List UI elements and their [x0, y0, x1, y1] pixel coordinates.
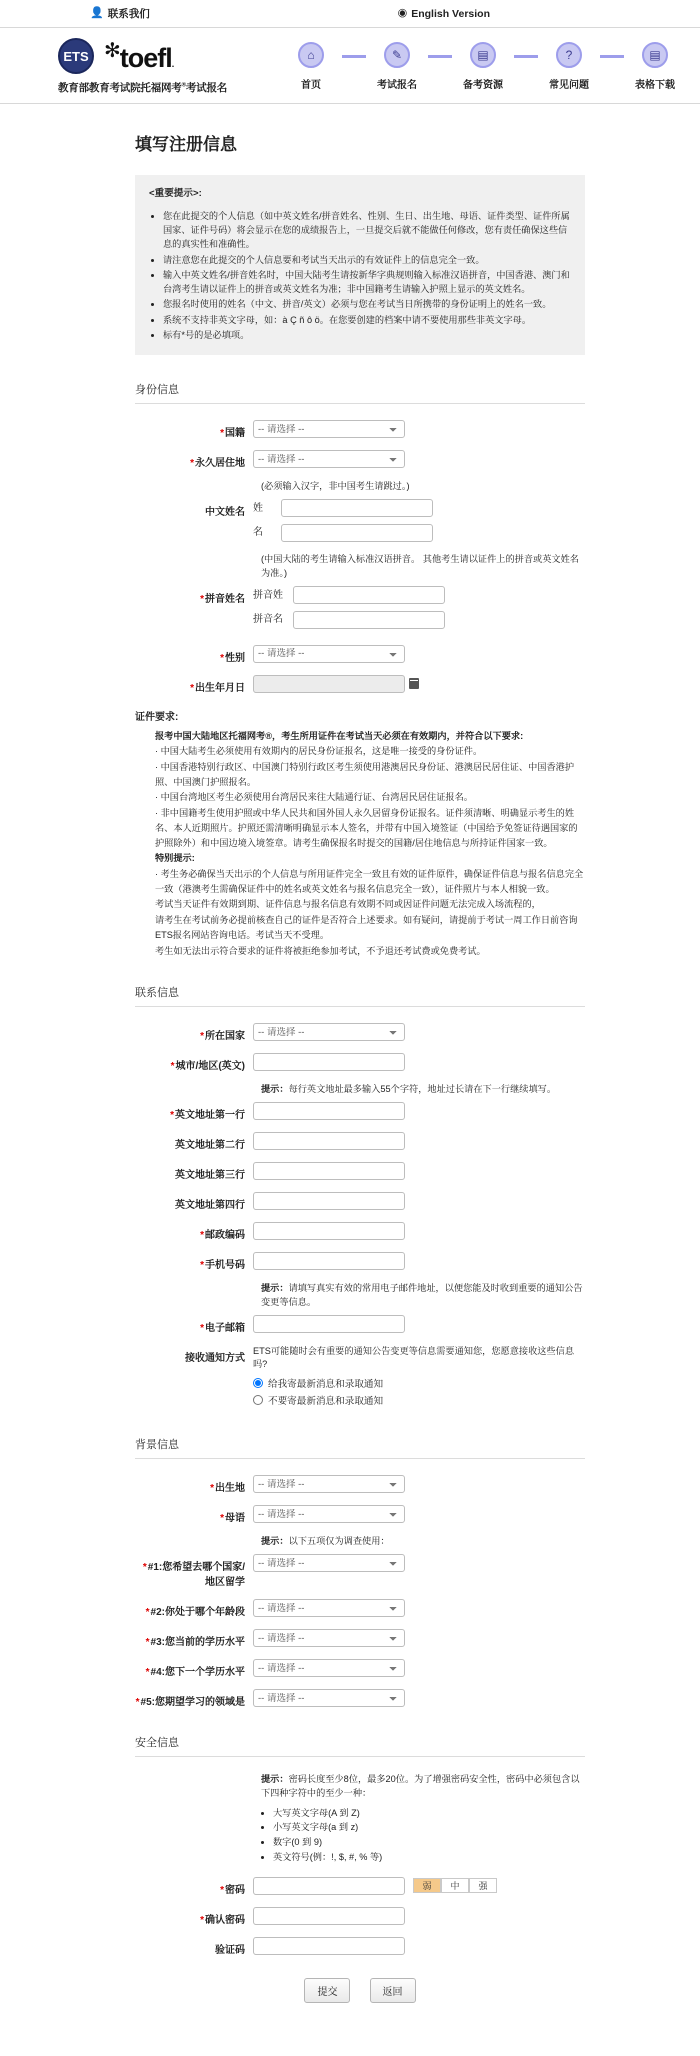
pinyin-surname-input[interactable]	[293, 586, 445, 604]
chinese-given-input[interactable]	[281, 524, 433, 542]
notify-option-no[interactable]	[253, 1393, 585, 1407]
label-birthdate-text: 出生年月日	[195, 682, 245, 694]
pinyin-name-note: (中国大陆的考生请输入标准汉语拼音。 其他考生请以证件上的拼音或英文姓名为准。)	[261, 553, 579, 578]
password-hint-body: 密码长度至少8位，最多20位。为了增强密码安全性，密码中必须包含以下四种字符中的至少一种：	[261, 1774, 580, 1798]
q3-select[interactable]	[253, 1629, 405, 1647]
field-row-notify	[135, 1345, 585, 1411]
password-input[interactable]	[253, 1877, 405, 1895]
nav-label-downloads: 表格下载	[635, 80, 675, 91]
brand-subtitle	[58, 80, 270, 95]
required-marker: *	[200, 1322, 204, 1334]
field-row-country	[135, 1023, 585, 1042]
home-icon-glyph: ⌂	[307, 48, 315, 62]
nav-label-resources: 备考资源	[463, 80, 503, 91]
notify-label-no: 不要寄最新消息和录取通知	[268, 1396, 384, 1408]
label-native-language-text: 母语	[225, 1513, 245, 1525]
pencil-icon-glyph: ✎	[391, 48, 403, 62]
nav-label-faq: 常见问题	[549, 80, 589, 91]
label-notify: 接收通知方式	[185, 1352, 245, 1364]
document-icon	[642, 42, 668, 68]
q5-select[interactable]	[253, 1689, 405, 1707]
doc-req-special-line: 考生如无法出示符合要求的证件将被拒绝参加考试，不予退还考试费或免费考试。	[155, 945, 486, 956]
submit-button[interactable]: 提交	[304, 1978, 350, 2003]
survey-hint-prefix: 提示：	[261, 1536, 289, 1547]
utility-bar	[0, 0, 700, 28]
required-marker: *	[200, 1914, 204, 1926]
doc-req-line: · 中国大陆考生必须使用有效期内的居民身份证报名，这是唯一接受的身份证件。	[155, 746, 483, 757]
doc-req-line: · 非中国籍考生使用护照或中华人民共和国外国人永久居留身份证报名。证件须清晰、明确显示考生的姓名、本人近期照片。护照还需清晰明确显示本人签名，并带有中国入境签证（中国给予免签证待遇国家的护照除外）和中国边境入境签章。请考生确保报名时提交的国籍/居住地信息与所持证件国家一致。	[155, 808, 578, 848]
email-input[interactable]	[253, 1315, 405, 1333]
email-hint-prefix: 提示：	[261, 1283, 289, 1294]
label-nationality	[135, 420, 253, 439]
label-q1	[135, 1554, 253, 1588]
label-q4	[135, 1659, 253, 1678]
required-marker: *	[145, 1667, 150, 1679]
section-title-background: 背景信息	[135, 1439, 179, 1452]
label-q5-text: #5:您期望学习的领域是	[140, 1697, 245, 1709]
native-language-select[interactable]	[253, 1505, 405, 1523]
label-mobile-text: 手机号码	[205, 1260, 245, 1272]
password-strength-meter	[413, 1878, 497, 1893]
required-marker: *	[145, 1607, 150, 1619]
nav-label-home: 首页	[301, 80, 321, 91]
divider	[135, 1458, 585, 1459]
contact-us-link[interactable]	[90, 6, 150, 21]
home-icon	[298, 42, 324, 68]
english-version-label: English Version	[411, 7, 490, 20]
label-email-text: 电子邮箱	[205, 1322, 245, 1334]
city-input[interactable]	[253, 1053, 405, 1071]
label-residence-text: 永久居住地	[195, 458, 245, 470]
logo-reg: .	[171, 59, 174, 69]
label-birthplace-text: 出生地	[215, 1483, 245, 1495]
doc-req-line: · 中国香港特别行政区、中国澳门特别行政区考生须使用港澳居民身份证、港澳居民居住证、中国香港护照、中国澳门护照报名。	[155, 761, 575, 787]
label-email	[135, 1315, 253, 1334]
mobile-input[interactable]	[253, 1252, 405, 1270]
field-row-mobile	[135, 1252, 585, 1271]
notice-item: • 您报名时使用的姓名（中文、拼音/英文）必须与您在考试当日所携带的身份证明上的姓名一致。	[163, 297, 571, 311]
strength-medium: 中	[441, 1878, 469, 1893]
label-q3-text: #3:您当前的学历水平	[150, 1637, 245, 1649]
label-q5	[135, 1689, 253, 1708]
password-hint	[261, 1773, 585, 1801]
notify-option-yes[interactable]	[253, 1376, 585, 1390]
required-marker: *	[210, 1483, 214, 1495]
label-mobile	[135, 1252, 253, 1271]
address1-input[interactable]	[253, 1102, 405, 1120]
address-hint	[261, 1083, 585, 1097]
site-header	[0, 28, 700, 104]
field-row-residence	[135, 450, 585, 469]
field-row-q2	[135, 1599, 585, 1618]
field-row-birthplace	[135, 1475, 585, 1494]
country-select[interactable]	[253, 1023, 405, 1041]
label-residence	[135, 450, 253, 469]
confirm-password-input[interactable]	[253, 1907, 405, 1925]
divider	[135, 1756, 585, 1757]
question-icon	[556, 42, 582, 68]
section-title-security: 安全信息	[135, 1737, 179, 1750]
seal-text: ETS	[63, 48, 89, 64]
captcha-input[interactable]	[253, 1937, 405, 1955]
field-row-gender	[135, 645, 585, 664]
field-row-q1	[135, 1554, 585, 1588]
q2-select[interactable]	[253, 1599, 405, 1617]
calendar-icon[interactable]	[409, 678, 419, 689]
main-nav	[280, 42, 686, 91]
label-address4: 英文地址第四行	[175, 1200, 245, 1212]
notice-item: • 输入中英文姓名/拼音姓名时，中国大陆考生请按新华字典规则输入标准汉语拼音，中国香港、澳门和台湾考生请以证件上的拼音或英文姓名为准；非中国籍考生请输入护照上显示的英文姓名。	[163, 268, 571, 297]
clipboard-icon-glyph: ▤	[477, 48, 489, 62]
clipboard-icon	[470, 42, 496, 68]
ets-seal-icon	[58, 38, 94, 74]
field-row-q5	[135, 1689, 585, 1708]
postcode-input[interactable]	[253, 1222, 405, 1240]
field-row-address3	[135, 1162, 585, 1181]
label-pinyin-given: 拼音名	[253, 614, 283, 625]
doc-req-special-line: 请考生在考试前务必提前核查自己的证件是否符合上述要求。如有疑问，请提前于考试一周工作日前咨询ETS报名网站咨询电话。考试当天不受理。	[155, 915, 578, 940]
required-marker: *	[170, 1061, 175, 1073]
pencil-icon	[384, 42, 410, 68]
field-row-q3	[135, 1629, 585, 1648]
password-rules	[243, 1806, 585, 1865]
nav-item-home[interactable]	[280, 42, 342, 91]
notice-item: • 标有*号的是必填项。	[163, 328, 571, 342]
divider	[135, 1006, 585, 1007]
pinyin-given-input[interactable]	[293, 611, 445, 629]
label-nationality-text: 国籍	[225, 428, 245, 440]
label-country-text: 所在国家	[205, 1031, 245, 1043]
label-gender	[135, 645, 253, 664]
page-body	[0, 130, 700, 2023]
back-button[interactable]: 返回	[370, 1978, 416, 2003]
notify-radio-yes[interactable]	[253, 1378, 263, 1388]
notice-heading: <重要提示>:	[149, 188, 202, 199]
label-captcha: 验证码	[215, 1944, 245, 1956]
label-country	[135, 1023, 253, 1042]
notify-radio-no[interactable]	[253, 1395, 263, 1405]
field-row-captcha	[135, 1937, 585, 1956]
required-marker: *	[200, 1260, 204, 1272]
label-address1-text: 英文地址第一行	[175, 1110, 245, 1122]
label-postcode	[135, 1222, 253, 1241]
contact-us-label: 联系我们	[107, 8, 150, 20]
page-title: 填写注册信息	[135, 135, 237, 154]
residence-select[interactable]	[253, 450, 405, 468]
address-hint-prefix: 提示：	[261, 1084, 289, 1095]
label-postcode-text: 邮政编码	[205, 1230, 245, 1242]
label-address2: 英文地址第二行	[175, 1140, 245, 1152]
field-row-chinese-name	[135, 499, 585, 542]
label-birthdate	[135, 675, 253, 694]
field-row-password	[135, 1877, 585, 1896]
field-row-nationality	[135, 420, 585, 439]
birthdate-input[interactable]	[253, 675, 405, 693]
important-notice	[135, 175, 585, 355]
address4-input[interactable]	[253, 1192, 405, 1210]
password-rule: • 英文符号(例：!, $, #, % 等)	[273, 1850, 585, 1865]
required-marker: *	[190, 458, 194, 470]
nav-connector	[428, 55, 452, 58]
chinese-name-note: (必须输入汉字，非中国考生请跳过。)	[261, 481, 410, 492]
logo-star-icon: ✻	[104, 40, 120, 62]
chinese-surname-input[interactable]	[281, 499, 433, 517]
nav-item-resources[interactable]	[452, 42, 514, 91]
label-confirm-password	[135, 1907, 253, 1926]
gender-select[interactable]	[253, 645, 405, 663]
brand-subtitle-post: 考试报名	[185, 82, 228, 94]
toefl-logo	[104, 38, 173, 74]
birthplace-select[interactable]	[253, 1475, 405, 1493]
label-address1	[135, 1102, 253, 1121]
field-row-pinyin-name	[135, 586, 585, 629]
required-marker: *	[220, 1513, 224, 1525]
label-address3: 英文地址第三行	[175, 1170, 245, 1182]
label-q4-text: #4:您下一个学历水平	[150, 1667, 245, 1679]
q4-select[interactable]	[253, 1659, 405, 1677]
nationality-select[interactable]	[253, 420, 405, 438]
section-title-identity: 身份信息	[135, 384, 179, 397]
required-marker: *	[170, 1110, 174, 1122]
required-marker: *	[200, 1031, 204, 1043]
section-title-contact: 联系信息	[135, 987, 179, 1000]
required-marker: *	[200, 593, 204, 605]
strength-strong: 强	[469, 1878, 497, 1893]
english-version-link[interactable]	[398, 8, 490, 20]
nav-item-faq[interactable]	[538, 42, 600, 91]
document-icon-glyph: ▤	[649, 48, 661, 62]
address-hint-body: 每行英文地址最多输入55个字符，地址过长请在下一行继续填写。	[288, 1084, 557, 1095]
nav-label-register: 考试报名	[377, 80, 417, 91]
survey-hint-body: 以下五项仅为调查使用：	[288, 1536, 390, 1547]
password-rule: • 数字(0 到 9)	[273, 1835, 585, 1850]
q1-select[interactable]	[253, 1554, 405, 1572]
doc-req-lead: 报考中国大陆地区托福网考®，考生所用证件在考试当天必须在有效期内，并符合以下要求:	[155, 730, 524, 741]
logo-wordmark: toefl	[119, 43, 172, 73]
doc-req-special-line: 考试当天证件有效期到期、证件信息与报名信息有效期不同或因证件问题无法完成入场流程的，	[155, 899, 541, 910]
notice-list	[149, 209, 571, 342]
nav-connector	[342, 55, 366, 58]
nav-connector	[600, 55, 624, 58]
notify-label-yes: 给我寄最新消息和录取通知	[268, 1379, 384, 1391]
required-marker: *	[200, 1230, 204, 1242]
label-confirm-password-text: 确认密码	[205, 1914, 245, 1926]
address3-input[interactable]	[253, 1162, 405, 1180]
action-bar	[135, 1978, 585, 2003]
notice-item: • 系统不支持非英文字母，如：à Ç ñ ô ö。在您要创建的档案中请不要使用那些非英文字母。	[163, 313, 571, 327]
field-row-birthdate	[135, 675, 585, 694]
label-password-text: 密码	[225, 1884, 245, 1896]
password-rule: • 小写英文字母(a 到 z)	[273, 1820, 585, 1835]
label-pinyin-surname: 拼音姓	[253, 589, 283, 601]
label-password	[135, 1877, 253, 1896]
password-rule: • 大写英文字母(A 到 Z)	[273, 1806, 585, 1821]
nav-item-register[interactable]	[366, 42, 428, 91]
label-chinese-name: 中文姓名	[205, 506, 245, 518]
doc-req-title: 证件要求:	[135, 711, 179, 723]
required-marker: *	[135, 1697, 140, 1709]
field-row-q4	[135, 1659, 585, 1678]
required-marker: *	[190, 682, 194, 694]
email-hint-body: 请填写真实有效的常用电子邮件地址，以便您能及时收到重要的通知公告变更等信息。	[261, 1283, 583, 1307]
label-q1-text: #1:您希望去哪个国家/地区留学	[147, 1562, 245, 1589]
notice-item: • 您在此提交的个人信息（如中英文姓名/拼音姓名、性别、生日、出生地、母语、证件类型、证件所属国家、证件号码）将会显示在您的成绩报告上，一旦提交后就不能做任何修改，您有责任确保这些信息的真实性和准确性。	[163, 209, 571, 252]
field-row-address4	[135, 1192, 585, 1211]
required-marker: *	[220, 1884, 224, 1896]
label-native-language	[135, 1505, 253, 1524]
label-q2	[135, 1599, 253, 1618]
label-chinese-surname: 姓	[253, 502, 263, 514]
required-marker: *	[142, 1562, 147, 1574]
label-q3	[135, 1629, 253, 1648]
label-gender-text: 性别	[225, 652, 245, 664]
required-marker: *	[220, 428, 224, 440]
label-pinyin-text: 拼音姓名	[205, 593, 245, 605]
notify-question: ETS可能随时会有重要的通知公告变更等信息需要通知您，您愿意接收这些信息吗?	[253, 1345, 575, 1370]
doc-req-special-title: 特别提示:	[155, 853, 195, 864]
label-chinese-given: 名	[253, 527, 263, 539]
divider	[135, 403, 585, 404]
nav-item-downloads[interactable]	[624, 42, 686, 91]
field-row-confirm-password	[135, 1907, 585, 1926]
required-marker: *	[145, 1637, 150, 1649]
doc-req-line: · 中国台湾地区考生必须使用台湾居民来往大陆通行证、台湾居民居住证报名。	[155, 792, 473, 803]
question-icon-glyph: ?	[565, 48, 573, 62]
nav-connector	[514, 55, 538, 58]
label-city	[135, 1053, 253, 1072]
brand-subtitle-sup: ®	[181, 82, 186, 89]
field-row-city	[135, 1053, 585, 1072]
brand-block[interactable]	[0, 38, 270, 95]
doc-req-special-line: · 考生务必确保当天出示的个人信息与所用证件完全一致且有效的证件原件，确保证件信息与报名信息完全一致（港澳考生需确保证件中的姓名或英文姓名与报名信息完全一致），证件照片与本人相貌一致。	[155, 868, 584, 894]
password-hint-prefix: 提示：	[261, 1774, 289, 1785]
brand-subtitle-pre: 教育部教育考试院托福网考	[58, 82, 182, 94]
field-row-address1	[135, 1102, 585, 1121]
globe-icon: ◉	[397, 7, 408, 19]
label-city-text: 城市/地区(英文)	[175, 1061, 245, 1073]
notice-item: • 请注意您在此提交的个人信息要和考试当天出示的有效证件上的信息完全一致。	[163, 253, 571, 267]
field-row-email	[135, 1315, 585, 1334]
field-row-native-language	[135, 1505, 585, 1524]
user-icon: 👤	[90, 7, 104, 19]
field-row-postcode	[135, 1222, 585, 1241]
required-marker: *	[220, 652, 224, 664]
survey-hint	[261, 1535, 585, 1549]
address2-input[interactable]	[253, 1132, 405, 1150]
label-q2-text: #2:你处于哪个年龄段	[150, 1607, 245, 1619]
field-row-address2	[135, 1132, 585, 1151]
document-requirements	[135, 708, 585, 959]
strength-weak: 弱	[413, 1878, 441, 1893]
email-hint	[261, 1282, 585, 1310]
label-pinyin-name	[135, 586, 253, 605]
label-birthplace	[135, 1475, 253, 1494]
